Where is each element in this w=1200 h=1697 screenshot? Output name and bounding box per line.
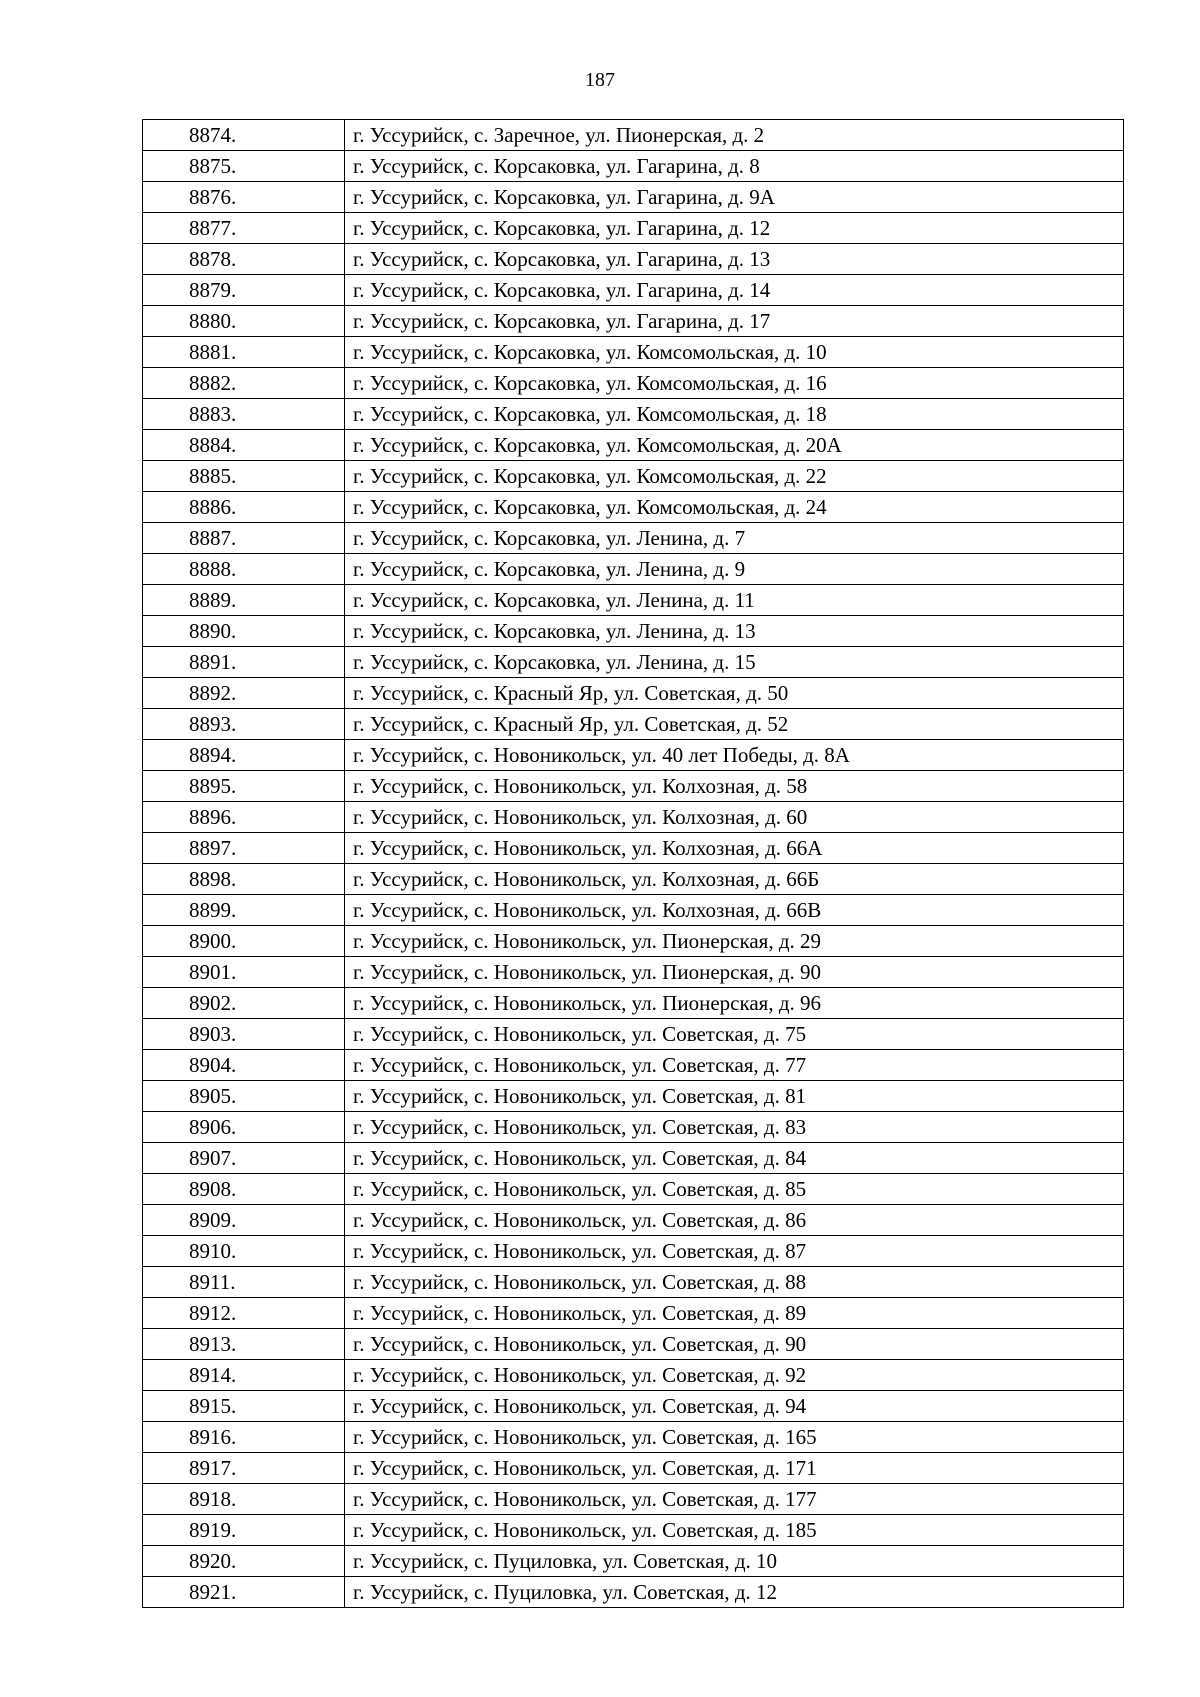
address-cell: г. Уссурийск, с. Пуциловка, ул. Советская, д. 12 (345, 1577, 1124, 1608)
row-number-cell: 8896. (143, 802, 345, 833)
address-cell: г. Уссурийск, с. Корсаковка, ул. Комсомольская, д. 24 (345, 492, 1124, 523)
table-row (143, 399, 1124, 430)
table-row (143, 1453, 1124, 1484)
table-row (143, 182, 1124, 213)
address-cell: г. Уссурийск, с. Корсаковка, ул. Комсомольская, д. 18 (345, 399, 1124, 430)
table-row (143, 1484, 1124, 1515)
row-number-cell: 8898. (143, 864, 345, 895)
row-number-cell: 8881. (143, 337, 345, 368)
table-row (143, 647, 1124, 678)
row-number-cell: 8909. (143, 1205, 345, 1236)
table-row (143, 1577, 1124, 1608)
table-row (143, 1267, 1124, 1298)
table-row (143, 337, 1124, 368)
address-cell: г. Уссурийск, с. Новоникольск, ул. Колхозная, д. 66Б (345, 864, 1124, 895)
address-cell: г. Уссурийск, с. Новоникольск, ул. Советская, д. 92 (345, 1360, 1124, 1391)
table-row (143, 1360, 1124, 1391)
table-row (143, 120, 1124, 151)
address-cell: г. Уссурийск, с. Новоникольск, ул. Советская, д. 89 (345, 1298, 1124, 1329)
address-cell: г. Уссурийск, с. Новоникольск, ул. Колхозная, д. 66А (345, 833, 1124, 864)
address-cell: г. Уссурийск, с. Новоникольск, ул. Советская, д. 171 (345, 1453, 1124, 1484)
address-cell: г. Уссурийск, с. Новоникольск, ул. Пионерская, д. 90 (345, 957, 1124, 988)
table-row (143, 1546, 1124, 1577)
table-row (143, 275, 1124, 306)
table-row (143, 585, 1124, 616)
address-table (142, 119, 1124, 1608)
address-cell: г. Уссурийск, с. Корсаковка, ул. Ленина, д. 15 (345, 647, 1124, 678)
row-number-cell: 8917. (143, 1453, 345, 1484)
table-row (143, 833, 1124, 864)
row-number-cell: 8876. (143, 182, 345, 213)
address-cell: г. Уссурийск, с. Новоникольск, ул. Пионерская, д. 29 (345, 926, 1124, 957)
row-number-cell: 8889. (143, 585, 345, 616)
table-row (143, 306, 1124, 337)
row-number-cell: 8891. (143, 647, 345, 678)
table-row (143, 554, 1124, 585)
address-cell: г. Уссурийск, с. Новоникольск, ул. Советская, д. 86 (345, 1205, 1124, 1236)
row-number-cell: 8913. (143, 1329, 345, 1360)
table-row (143, 1050, 1124, 1081)
table-row (143, 1391, 1124, 1422)
row-number-cell: 8908. (143, 1174, 345, 1205)
table-row (143, 1205, 1124, 1236)
table-row (143, 213, 1124, 244)
address-cell: г. Уссурийск, с. Корсаковка, ул. Гагарина, д. 8 (345, 151, 1124, 182)
row-number-cell: 8882. (143, 368, 345, 399)
row-number-cell: 8901. (143, 957, 345, 988)
address-cell: г. Уссурийск, с. Корсаковка, ул. Ленина, д. 11 (345, 585, 1124, 616)
table-row (143, 864, 1124, 895)
row-number-cell: 8918. (143, 1484, 345, 1515)
row-number-cell: 8903. (143, 1019, 345, 1050)
address-cell: г. Уссурийск, с. Корсаковка, ул. Гагарина, д. 13 (345, 244, 1124, 275)
address-cell: г. Уссурийск, с. Новоникольск, ул. Колхозная, д. 66В (345, 895, 1124, 926)
address-cell: г. Уссурийск, с. Новоникольск, ул. 40 лет Победы, д. 8А (345, 740, 1124, 771)
table-row (143, 1236, 1124, 1267)
address-cell: г. Уссурийск, с. Новоникольск, ул. Советская, д. 94 (345, 1391, 1124, 1422)
address-cell: г. Уссурийск, с. Корсаковка, ул. Ленина, д. 13 (345, 616, 1124, 647)
address-cell: г. Уссурийск, с. Новоникольск, ул. Колхозная, д. 58 (345, 771, 1124, 802)
address-cell: г. Уссурийск, с. Корсаковка, ул. Комсомольская, д. 10 (345, 337, 1124, 368)
address-cell: г. Уссурийск, с. Новоникольск, ул. Колхозная, д. 60 (345, 802, 1124, 833)
address-cell: г. Уссурийск, с. Новоникольск, ул. Пионерская, д. 96 (345, 988, 1124, 1019)
row-number-cell: 8880. (143, 306, 345, 337)
row-number-cell: 8921. (143, 1577, 345, 1608)
row-number-cell: 8885. (143, 461, 345, 492)
row-number-cell: 8899. (143, 895, 345, 926)
address-cell: г. Уссурийск, с. Красный Яр, ул. Советская, д. 50 (345, 678, 1124, 709)
address-cell: г. Уссурийск, с. Корсаковка, ул. Комсомольская, д. 22 (345, 461, 1124, 492)
address-cell: г. Уссурийск, с. Новоникольск, ул. Советская, д. 83 (345, 1112, 1124, 1143)
row-number-cell: 8875. (143, 151, 345, 182)
address-cell: г. Уссурийск, с. Корсаковка, ул. Комсомольская, д. 20А (345, 430, 1124, 461)
table-row (143, 244, 1124, 275)
address-cell: г. Уссурийск, с. Новоникольск, ул. Советская, д. 84 (345, 1143, 1124, 1174)
address-cell: г. Уссурийск, с. Новоникольск, ул. Советская, д. 177 (345, 1484, 1124, 1515)
row-number-cell: 8879. (143, 275, 345, 306)
row-number-cell: 8878. (143, 244, 345, 275)
row-number-cell: 8905. (143, 1081, 345, 1112)
row-number-cell: 8904. (143, 1050, 345, 1081)
address-cell: г. Уссурийск, с. Новоникольск, ул. Советская, д. 87 (345, 1236, 1124, 1267)
row-number-cell: 8897. (143, 833, 345, 864)
address-cell: г. Уссурийск, с. Заречное, ул. Пионерская, д. 2 (345, 120, 1124, 151)
row-number-cell: 8900. (143, 926, 345, 957)
row-number-cell: 8888. (143, 554, 345, 585)
address-cell: г. Уссурийск, с. Красный Яр, ул. Советская, д. 52 (345, 709, 1124, 740)
row-number-cell: 8884. (143, 430, 345, 461)
address-cell: г. Уссурийск, с. Новоникольск, ул. Советская, д. 185 (345, 1515, 1124, 1546)
row-number-cell: 8887. (143, 523, 345, 554)
row-number-cell: 8914. (143, 1360, 345, 1391)
table-row (143, 926, 1124, 957)
table-row (143, 988, 1124, 1019)
table-row (143, 492, 1124, 523)
address-cell: г. Уссурийск, с. Корсаковка, ул. Ленина, д. 9 (345, 554, 1124, 585)
address-cell: г. Уссурийск, с. Пуциловка, ул. Советская, д. 10 (345, 1546, 1124, 1577)
page-number: 187 (585, 69, 615, 91)
table-row (143, 1298, 1124, 1329)
address-cell: г. Уссурийск, с. Корсаковка, ул. Комсомольская, д. 16 (345, 368, 1124, 399)
row-number-cell: 8890. (143, 616, 345, 647)
row-number-cell: 8911. (143, 1267, 345, 1298)
address-cell: г. Уссурийск, с. Корсаковка, ул. Ленина, д. 7 (345, 523, 1124, 554)
address-cell: г. Уссурийск, с. Новоникольск, ул. Советская, д. 165 (345, 1422, 1124, 1453)
address-cell: г. Уссурийск, с. Корсаковка, ул. Гагарина, д. 12 (345, 213, 1124, 244)
row-number-cell: 8906. (143, 1112, 345, 1143)
table-row (143, 678, 1124, 709)
row-number-cell: 8907. (143, 1143, 345, 1174)
table-row (143, 1081, 1124, 1112)
table-row (143, 368, 1124, 399)
row-number-cell: 8910. (143, 1236, 345, 1267)
row-number-cell: 8892. (143, 678, 345, 709)
address-cell: г. Уссурийск, с. Корсаковка, ул. Гагарина, д. 17 (345, 306, 1124, 337)
table-row (143, 1019, 1124, 1050)
address-table-body (143, 120, 1124, 1608)
row-number-cell: 8886. (143, 492, 345, 523)
row-number-cell: 8919. (143, 1515, 345, 1546)
address-cell: г. Уссурийск, с. Новоникольск, ул. Советская, д. 77 (345, 1050, 1124, 1081)
table-row (143, 430, 1124, 461)
address-cell: г. Уссурийск, с. Новоникольск, ул. Советская, д. 85 (345, 1174, 1124, 1205)
row-number-cell: 8912. (143, 1298, 345, 1329)
table-row (143, 895, 1124, 926)
table-row (143, 616, 1124, 647)
address-cell: г. Уссурийск, с. Новоникольск, ул. Советская, д. 81 (345, 1081, 1124, 1112)
table-row (143, 1143, 1124, 1174)
table-row (143, 461, 1124, 492)
row-number-cell: 8915. (143, 1391, 345, 1422)
row-number-cell: 8895. (143, 771, 345, 802)
table-row (143, 740, 1124, 771)
row-number-cell: 8894. (143, 740, 345, 771)
address-cell: г. Уссурийск, с. Корсаковка, ул. Гагарина, д. 14 (345, 275, 1124, 306)
table-row (143, 709, 1124, 740)
address-cell: г. Уссурийск, с. Новоникольск, ул. Советская, д. 75 (345, 1019, 1124, 1050)
table-row (143, 1329, 1124, 1360)
table-row (143, 151, 1124, 182)
row-number-cell: 8874. (143, 120, 345, 151)
address-cell: г. Уссурийск, с. Новоникольск, ул. Советская, д. 88 (345, 1267, 1124, 1298)
row-number-cell: 8916. (143, 1422, 345, 1453)
address-cell: г. Уссурийск, с. Корсаковка, ул. Гагарина, д. 9А (345, 182, 1124, 213)
table-row (143, 1174, 1124, 1205)
table-row (143, 771, 1124, 802)
table-row (143, 957, 1124, 988)
table-row (143, 523, 1124, 554)
row-number-cell: 8883. (143, 399, 345, 430)
row-number-cell: 8893. (143, 709, 345, 740)
row-number-cell: 8902. (143, 988, 345, 1019)
row-number-cell: 8877. (143, 213, 345, 244)
row-number-cell: 8920. (143, 1546, 345, 1577)
table-row (143, 1515, 1124, 1546)
address-cell: г. Уссурийск, с. Новоникольск, ул. Советская, д. 90 (345, 1329, 1124, 1360)
table-row (143, 1112, 1124, 1143)
table-row (143, 1422, 1124, 1453)
table-row (143, 802, 1124, 833)
